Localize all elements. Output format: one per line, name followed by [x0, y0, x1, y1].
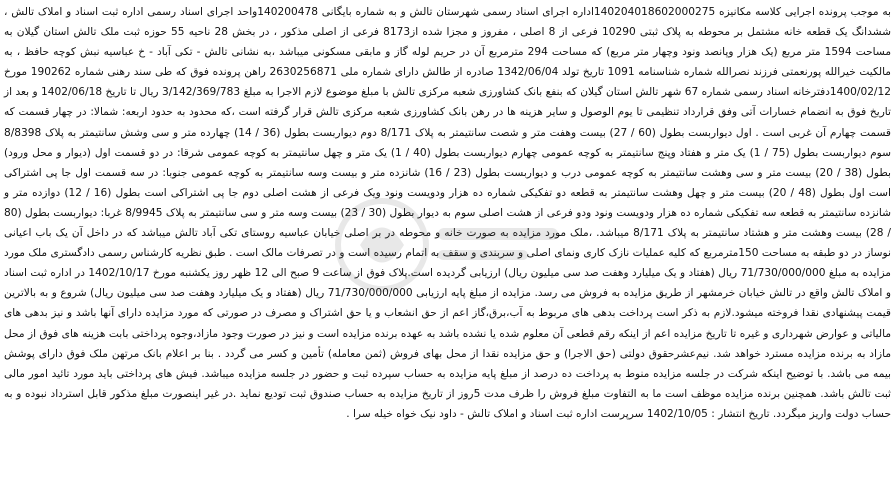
auction-notice	[4, 2, 891, 489]
notice-body-text: به موجب پرونده اجرایی کلاسه مکانیزه 140204018602000275اداره اجرای اسناد رسمی شهرستان تالش و به شماره بایگانی 140200478واحد اجرای اسناد رسمی اداره ثبت اسناد و املاک تالش ، ششدانگ یک قطعه خانه مشتمل بر محوطه به پلاک ثبتی 10290 فرعی از 8 اصلی ، مفروز و مجزا شده از8173 فرعی از اصلی مذکور ، در بخش 28 ناحیه 55 حوزه ثبت ملک تالش استان گیلان به مساحت 1594 متر مربع (یک هزار وپانصد ونود وچهار متر مربع) که مساحت 294 مترمربع آن در حریم لوله گاز و مابقی مسکونی میباشد ،به نشانی تالش - تکی آباد - خ عباسیه نبش کوچه حافظ ، به مالکیت خیرالله پورنعمتی فرزند نصرالله شماره شناسنامه 1091 تاریخ تولد 1342/06/04 صادره از طالش دارای شماره ملی 2630256871 راهن پرونده فوق که طی سند رهنی شماره 190262 مورخ 1400/02/12دفترخانه اسناد رسمی شماره 67 شهر تالش استان گیلان که بنفع بانک کشاورزی شعبه مرکزی تالش با مبلغ موضوع لازم الاجرا به مبلغ 3/142/369/783 ریال تا تاریخ 1402/06/18 و بعد از تاریخ فوق به انضمام خسارات آتی وفق قرارداد تنظیمی تا یوم الوصول و سایر هزینه ها در رهن بانک کشاورزی شعبه مرکزی تالش قرار گرفته است ،که محدود به حدود اربعه: شمالا: در چهار قسمت که قسمت چهارم آن غربی است . اول دیواربست بطول (60 / 27) بیست وهفت متر و شصت سانتیمتر به پلاک 8/171 دوم دیواربست بطول (36 / 14) چهارده متر و سی وشش سانتیمتر به پلاک 8/8398 سوم دیواربست بطول (75 / 1) یک متر و هفتاد وپنج سانتیمتر به کوچه عمومی چهارم دیواربست بطول (40 / 1) یک متر و چهل سانتیمتر به کوچه عمومی شرقا: در دو قسمت اول (دیوار و محل ورود) بطول (38 / 20) بیست متر و سی وهشت سانتیمتر به کوچه عمومی درب و دیواربست بطول (23 / 16) شانزده متر و بیست وسه سانتیمتر به کوچه عمومی جنوبا: در سه قسمت اول جا پی اشتراکی است اول بطول (48 / 20) بیست متر و چهل وهشت سانتیمتر به قطعه دو تفکیکی شماره ده هزار ودویست ونود ویک فرعی از هشت اصلی دوم جا پی اشتراکی است بطول (16 / 12) دوازده متر و شانزده سانتیمتر به قطعه سه تفکیکی شماره ده هزار ودویست ونود ودو فرعی از هشت اصلی سوم به دیوار بطول (30 / 23) بیست وسه متر و سی سانتیمتر به پلاک 8/9945 غربا: دیواربست بطول (80 / 28) بیست وهشت متر و هشتاد سانتیمتر به پلاک 8/171 میباشد. ،ملک مورد مزایده به صورت خانه و محوطه در بر اصلی خیابان عباسیه روستای تکی آباد تالش میباشد که در داخل آن یک باب اعیانی نوساز در دو طبقه به مساحت 150مترمربع که کلیه عملیات نازک کاری ونمای اصلی و سربندی و سقف به اتمام رسیده است و در تصرفات مالک است . طبق نظریه کارشناس رسمی دادگستری ملک مورد مزایده به مبلغ 71/730/000/000 ریال (هفتاد و یک میلیارد وهفت صد سی میلیون ریال) ارزیابی گردیده است.پلاک فوق از ساعت 9 صبح الی 12 ظهر روز یکشنبه مورخ 1402/10/17 در اداره ثبت اسناد و املاک تالش واقع در تالش خیابان خرمشهر از طریق مزایده به فروش می رسد. مزایده از مبلغ پایه ارزیابی 71/730/000/000 ریال (هفتاد و یک میلیارد وهفت صد سی میلیون ریال) شروع و به بالاترین قیمت پیشنهادی نقدا فروخته میشود.لازم به ذکر است پرداخت بدهی های مربوط به آب،برق،گاز اعم از حق انشعاب و یا حق اشتراک و مصرف در صورتی که مورد مزایده دارای آنها باشد و نیز بدهی های مالیاتی و عوارض شهرداری و غیره تا تاریخ مزایده اعم از اینکه رقم قطعی آن معلوم شده یا نشده باشد به عهده برنده مزایده است و نیز در صورت وجود مازاد،وجوه پرداختی بابت هزینه های فوق از محل مازاد به برنده مزایده مسترد خواهد شد. نیم‌عشرحقوق دولتی (حق الاجرا) و حق مزایده نقدا از محل بهای فروش (ثمن معامله) تأمین و کسر می گردد . بنا بر اعلام بانک مرتهن ملک فوق دارای پوشش بیمه می باشد. با توضیح اینکه شرکت در جلسه مزایده منوط به پرداخت ده درصد از مبلغ پایه مزایده به حساب سپرده ثبت و حضور در جلسه مزایده میباشد. فیش های پرداختی باید مورد تائید امور مالی ثبت تالش باشد. همچنین برنده مزایده موظف است ما به التفاوت مبلغ فروش را ظرف مدت 5روز از تاریخ مزایده به حساب صندوق ثبت تودیع نماید .در غیر اینصورت مبلغ مذکور قابل استرداد نبوده و به حساب دولت واریز میگردد. تاریخ انتشار : 1402/10/05 سرپرست اداره ثبت اسناد و املاک تالش - داود نیک خواه خیله سرا .	[4, 6, 892, 420]
